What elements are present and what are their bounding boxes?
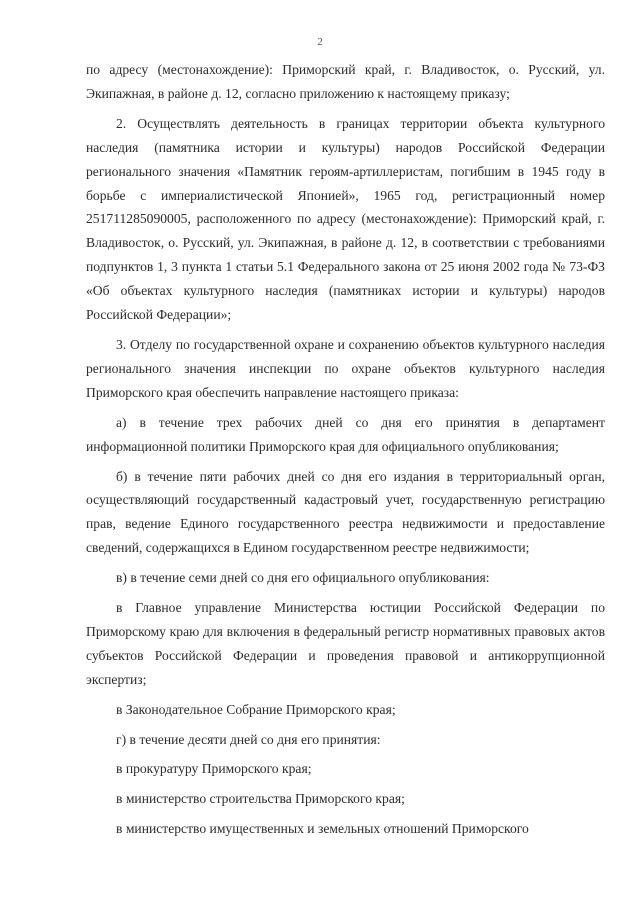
subitem-b: б) в течение пяти рабочих дней со дня его издания в территориальный орган, осуществляющий государственный кадастровый учет, государственную регистрацию прав, ведение Единого государственного реестра недвижимости и предоставление сведений, содержащихся в Едином государственном реестре недвижимости; (86, 468, 605, 556)
recipient-justice-ministry: в Главное управление Министерства юстиции Российской Федерации по Приморскому краю для включения в федеральный регистр нормативных правовых актов субъектов Российской Федерации и проведения правовой и антикоррупционной экспертиз; (86, 600, 605, 687)
paragraph-item-3: 3. Отделу по государственной охране и сохранению объектов культурного наследия регионального значения инспекции по охране объектов культурного наследия Приморского края обеспечить направление настоящего приказа: (86, 336, 605, 400)
recipient-construction-ministry: в министерство строительства Приморского края; (116, 791, 405, 807)
paragraph-continuation: по адресу (местонахождение): Приморский край, г. Владивосток, о. Русский, ул. Экипажная, в районе д. 12, согласно приложению к настоящему приказу; (86, 62, 605, 101)
document-body (86, 58, 605, 841)
recipient-legislative-assembly: в Законодательное Собрание Приморского края; (116, 701, 396, 717)
page-number: 2 (317, 36, 323, 48)
subitem-g: г) в течение десяти дней со дня его принятия: (116, 731, 381, 747)
subitem-a: а) в течение трех рабочих дней со дня его принятия в департамент информационной политики Приморского края для официального опубликования; (86, 414, 605, 454)
recipient-property-ministry: в министерство имущественных и земельных отношений Приморского (116, 821, 529, 837)
subitem-v: в) в течение семи дней со дня его официального опубликования: (116, 570, 490, 586)
paragraph-item-2: 2. Осуществлять деятельность в границах территории объекта культурного наследия (памятника истории и культуры) народов Российской Федерации регионального значения «Памятник героям-артиллеристам, погибшим в 1945 году в борьбе с империалистической Японией», 1965 год, регистрационный номер 251711285090005, расположенного по адресу (местонахождение): Приморский край, г. Владивосток, о. Русский, ул. Экипажная, в районе д. 12, в соответствии с требованиями подпунктов 1, 3 пункта 1 статьи 5.1 Федерального закона от 25 июня 2002 года № 73-ФЗ «Об объектах культурного наследия (памятниках истории и культуры) народов Российской Федерации»; (86, 115, 605, 323)
recipient-prosecutor: в прокуратуру Приморского края; (116, 761, 312, 777)
